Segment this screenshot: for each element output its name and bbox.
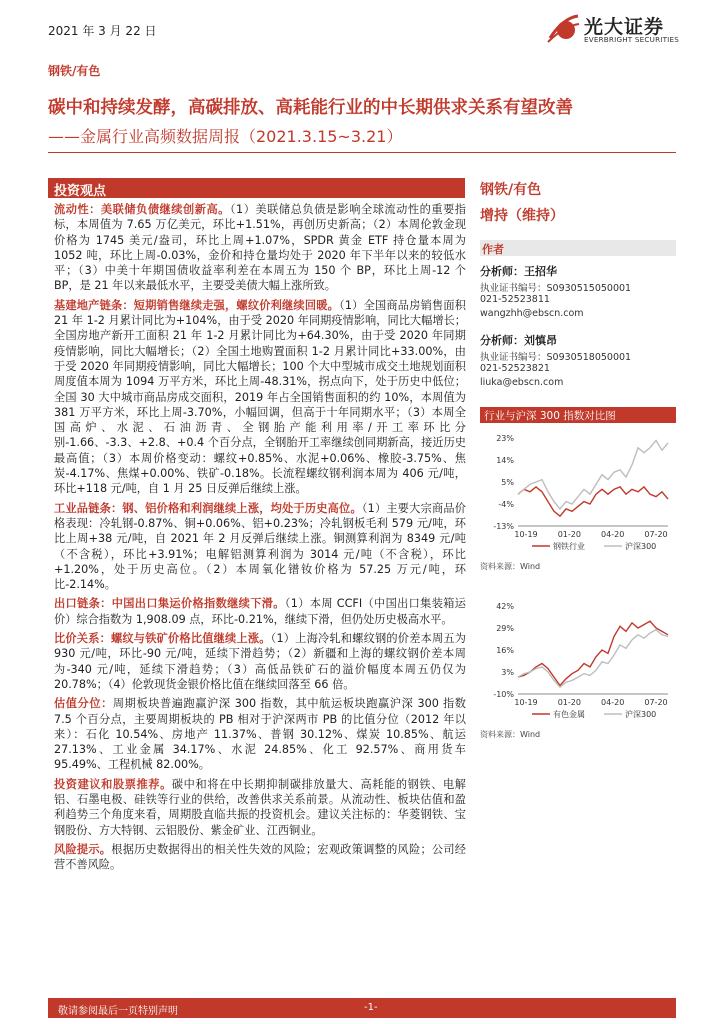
y-tick-label: 14% xyxy=(496,456,514,465)
investment-header-bar xyxy=(48,178,465,198)
page-number: -1- xyxy=(364,1002,378,1013)
y-tick-label: 16% xyxy=(496,646,514,655)
x-tick-label: 04-20 xyxy=(601,698,625,707)
steel-vs-csi300-chart xyxy=(480,430,676,560)
y-tick-label: 3% xyxy=(501,668,514,677)
y-tick-label: -4% xyxy=(498,500,514,509)
y-tick-label: 42% xyxy=(496,602,514,611)
x-tick-label: 01-20 xyxy=(557,530,581,539)
paragraph-risk: 风险提示。根据历史数据得出的相关性失效的风险；宏观政策调整的风险；公司经营不善风险。 xyxy=(54,842,466,872)
sidebar-sector: 钢铁/有色 xyxy=(480,182,542,198)
logo-text-en: EVERBRIGHT SECURITIES xyxy=(584,35,679,44)
analyst-name: 分析师：王招华 xyxy=(480,265,557,278)
brand-logo xyxy=(546,10,716,46)
legend-label: 有色金属 xyxy=(553,710,585,719)
analyst-email: wangzhh@ebscn.com xyxy=(480,308,584,319)
legend-label: 沪深300 xyxy=(625,542,657,551)
chart-source: 资料来源：Wind xyxy=(480,562,541,571)
chart-source: 资料来源：Wind xyxy=(480,730,541,739)
section-tag: 钢铁/有色 xyxy=(48,64,101,78)
analyst-cert: 执业证书编号：S0930518050001 xyxy=(480,352,632,363)
y-tick-label: 5% xyxy=(501,478,514,487)
x-tick-label: 10-19 xyxy=(514,530,538,539)
paragraph-liquidity: 流动性：美联储负债继续创新高。（1）美联储总负债是影响全球流动性的重要指标，本周值为 7.65 万亿美元，环比+1.51%，再创历史新高；（2）本周伦敦金现价格为 1745 美元/盎司，环比上周+1.07%，SPDR 黄金 ETF 持仓量本周为 1052 吨，环比上周-0.03%，金价和持仓量均处于 2020 年下半年以来的较低水平；（3）中美十年期国债收益率利差在本周五为 150 个 BP，环比上周-12 个 BP，是 21 年以来最低水平，主要受美债大幅上涨所致。 xyxy=(54,203,466,293)
series-line-csi300 xyxy=(518,630,668,688)
analyst-phone: 021-52523821 xyxy=(480,363,550,374)
nonferrous-vs-csi300-chart xyxy=(480,598,676,728)
paragraph-infrastructure: 基建地产链条：短期销售继续走强，螺纹价利继续回暖。（1）全国商品房销售面积 21 年 1-2 月累计同比为+104%，由于受 2020 年同期疫情影响，同比大幅增长；全国房地产新开工面积 21 年 1-2 月累计同比为+64.30%，由于受 2020 年同期疫情影响，同比大幅增长；（2）全国土地购置面积 1-2 月累计同比+33.00%，由于受 2020 年同期疫情影响，同比大幅增长；100 个大中型城市成交土地规划面积周度值本周为 1094 万平方米，环比上周-48.31%，拐点向下，处于历史中低位；全国 30 大中城市商品房成交面积，2019 年占全国销售面积的约 10%，本周值为 381 万平方米，环比上周-3.70%，小幅回调，但高于十年同期水平；（3）本周全国高炉、水泥、石油沥青、全钢胎产能利用率/开工率环比分别-1.66、-3.3、+2.8、+0.4 个百分点，全钢胎开工率继续创同期新高，接近历史最高值；（3）本周价格变动：螺纹+0.85%、水泥+0.06%、橡胶-3.75%、焦炭-4.17%、焦煤+0.00%、铁矿-0.18%。长流程螺纹钢利润本周为 406 元/吨，环比+118 元/吨，自 1 月 25 日反弹后继续上涨。 xyxy=(54,298,466,496)
x-tick-label: 10-19 xyxy=(514,698,538,707)
y-tick-label: 29% xyxy=(496,624,514,633)
x-tick-label: 04-20 xyxy=(601,530,625,539)
report-date: 2021 年 3 月 22 日 xyxy=(48,24,157,38)
x-tick-label: 07-20 xyxy=(644,530,668,539)
x-tick-label: 07-20 xyxy=(644,698,668,707)
legend-label: 钢铁行业 xyxy=(553,542,585,551)
analyst-phone: 021-52523811 xyxy=(480,294,550,305)
y-tick-label: -13% xyxy=(493,522,514,531)
sidebar-rating: 增持（维持） xyxy=(480,208,564,224)
paragraph-valuation: 估值分位：周期板块普遍跑赢沪深 300 指数，其中航运板块跑赢沪深 300 指数 7.5 个百分点，主要周期板块的 PB 相对于沪深两市 PB 的比值分位（2012 年以来）：石化 10.54%、房地产 11.37%、普钢 30.12%、煤炭 10.85%、航运 27.13%、工业金属 34.17%、水泥 24.85%、化工 92.57%、商用货车 95.49%、工程机械 82.00%。 xyxy=(54,697,466,772)
x-tick-label: 01-20 xyxy=(557,698,581,707)
report-subtitle: ——金属行业高频数据周报（2021.3.15~3.21） xyxy=(48,127,403,146)
series-line-sector xyxy=(518,487,668,516)
footer-disclaimer: 敬请参阅最后一页特别声明 xyxy=(58,1006,178,1017)
series-line-sector xyxy=(518,621,668,685)
paragraph-industrial: 工业品链条：钢、铝价格和利润继续上涨，均处于历史高位。（1）主要大宗商品价格表现：冷轧钢-0.87%、铜+0.06%、铝+0.23%；冷轧钢板毛利 579 元/吨，环比上周+38 元/吨，自 2021 年 2 月反弹后继续上涨。铜测算利润为 8349 元/吨（不含税），环比+3.91%；电解铝测算利润为 3014 元/吨（不含税），环比+1.20%，处于历史高位。（2）本周氧化镨钕价格为 57.25 万元/吨，环比-2.14%。 xyxy=(54,501,466,592)
title-divider xyxy=(48,152,676,153)
logo-text-cn: 光大证券 xyxy=(584,16,665,38)
author-header: 作者 xyxy=(480,240,676,256)
sun-logo-icon xyxy=(546,12,580,44)
paragraph-export: 出口链条：中国出口集运价格指数继续下滑。（1）本周 CCFI（中国出口集装箱运价）综合指数为 1,908.09 点，环比-0.21%，继续下滑，但仍处历史极高水平。 xyxy=(54,597,466,626)
analyst-cert: 执业证书编号：S0930515050001 xyxy=(480,283,632,294)
investment-body xyxy=(54,202,466,876)
paragraph-recommendation: 投资建议和股票推荐。碳中和将在中长期抑制碳排放量大、高耗能的钢铁、电解铝、石墨电极、硅铁等行业的供给，改善供求关系前景。从流动性、板块估值和盈利趋势三个角度来看，周期股直临共振的投资机会。建议关注标的：华菱钢铁、宝钢股份、方大特钢、云铝股份、紫金矿业、江西铜业。 xyxy=(54,777,466,837)
paragraph-price-ratio: 比价关系：螺纹与铁矿价格比值继续上涨。（1）上海冷轧和螺纹钢的价差本周五为 930 元/吨，环比-90 元/吨，延续下滑趋势；（2）新疆和上海的螺纹钢价差本周为-340 元/吨，延续下滑趋势；（3）高低品铁矿石的溢价幅度本周五仍仅为 20.78%；（4）伦敦现货金银价格比值在继续回落至 66 倍。 xyxy=(54,632,466,691)
y-tick-label: 23% xyxy=(496,434,514,443)
analyst-email: liuka@ebscn.com xyxy=(480,377,564,388)
chart-section-header: 行业与沪深 300 指数对比图 xyxy=(480,407,676,423)
report-title: 碳中和持续发酵，高碳排放、高耗能行业的中长期供求关系有望改善 xyxy=(48,98,573,118)
y-tick-label: -10% xyxy=(493,690,514,699)
analyst-name: 分析师：刘慎昂 xyxy=(480,334,557,347)
legend-label: 沪深300 xyxy=(625,710,657,719)
investment-header-label: 投资观点 xyxy=(54,184,107,199)
